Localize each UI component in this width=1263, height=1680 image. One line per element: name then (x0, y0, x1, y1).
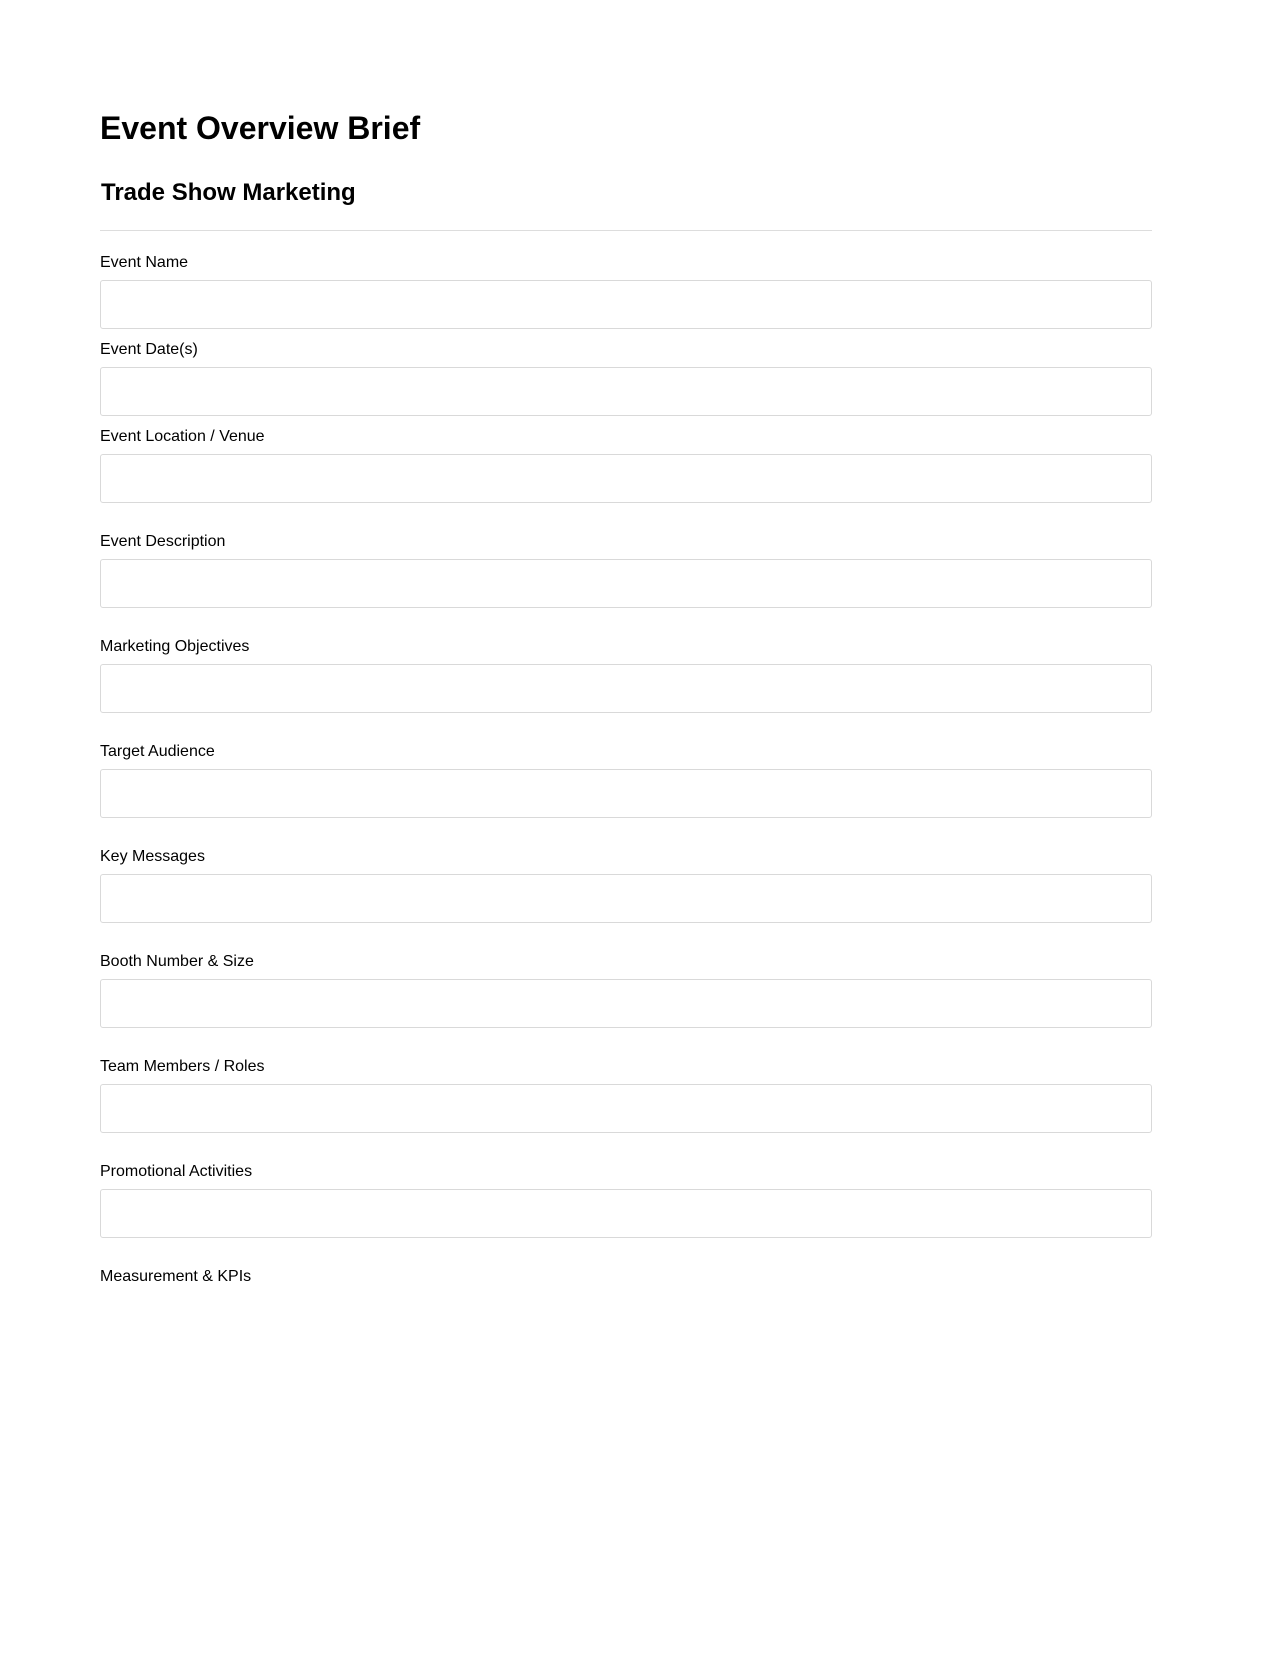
booth-number-size-label: Booth Number & Size (100, 953, 254, 970)
booth-number-size-input[interactable] (100, 979, 1152, 1028)
marketing-objectives-label: Marketing Objectives (100, 638, 250, 655)
promotional-activities-label: Promotional Activities (100, 1163, 253, 1180)
event-description-input[interactable] (100, 559, 1152, 608)
key-messages-label: Key Messages (100, 848, 205, 865)
event-description-label: Event Description (100, 533, 226, 550)
header-divider (100, 230, 1152, 231)
page-subtitle: Trade Show Marketing (101, 179, 356, 206)
measurement-kpis-label: Measurement & KPIs (100, 1268, 252, 1285)
event-name-label: Event Name (100, 254, 189, 271)
key-messages-input[interactable] (100, 874, 1152, 923)
event-location-input[interactable] (100, 454, 1152, 503)
promotional-activities-input[interactable] (100, 1189, 1152, 1238)
event-location-label: Event Location / Venue (100, 428, 265, 445)
event-name-input[interactable] (100, 280, 1152, 329)
team-members-roles-input[interactable] (100, 1084, 1152, 1133)
target-audience-input[interactable] (100, 769, 1152, 818)
event-dates-input[interactable] (100, 367, 1152, 416)
marketing-objectives-input[interactable] (100, 664, 1152, 713)
target-audience-label: Target Audience (100, 743, 215, 760)
team-members-roles-label: Team Members / Roles (100, 1058, 265, 1075)
page-title: Event Overview Brief (100, 110, 421, 146)
event-dates-label: Event Date(s) (100, 341, 198, 358)
